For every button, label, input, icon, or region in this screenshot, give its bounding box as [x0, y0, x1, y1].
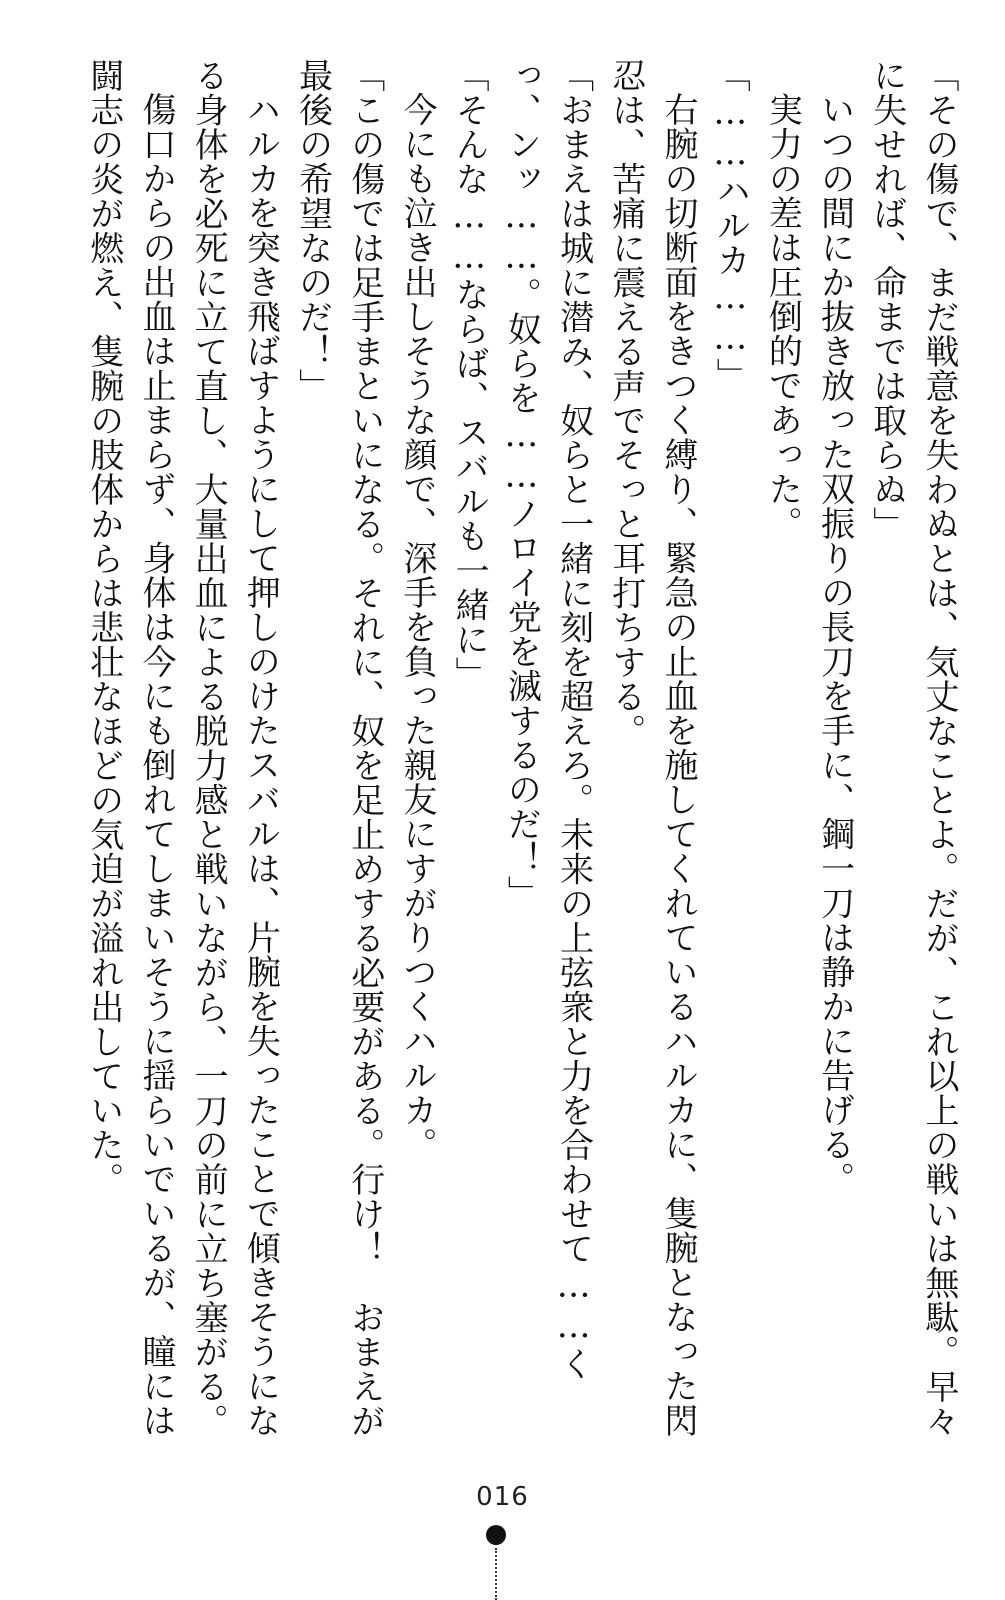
dialogue-line: 「そんな……ならば、スバルも一緒に」 [449, 58, 490, 691]
page-marker-dot [486, 1525, 506, 1545]
dialogue-line: 「おまえは城に潜み、奴らと一緒に刻を超えろ。未来の上弦衆と力を合わせて……くっ、ンッ……。奴らを……ノロイ党を滅するのだ！」 [501, 58, 594, 1381]
narration-paragraph: 傷口からの出血は止まらず、身体は今にも倒れてしまいそうに揺らいでいるが、瞳には闘志の炎が燃え、隻腕の肢体からは悲壮なほどの気迫が溢れ出していた。 [83, 58, 176, 1438]
narration-paragraph: いつの間にか抜き放った双振りの長刀を手に、鋼一刀は静かに告げる。 [814, 92, 855, 1196]
dialogue-line: 「……ハルカ……」 [710, 58, 751, 393]
narration-paragraph: ハルカを突き飛ばすようにして押しのけたスバルは、片腕を失ったことで傾きそうになる身体を必死に立て直し、大量出血による脱力感と戦いながら、一刀の前に立ち塞がる。 [188, 58, 281, 1438]
dialogue-line: 「その傷で、まだ戦意を失わぬとは、気丈なことよ。だが、これ以上の戦いは無駄。早々に失せれば、命までは取らぬ」 [866, 58, 959, 1438]
dialogue-line: 「この傷では足手まといになる。それに、奴を足止めする必要がある。行け！ おまえが最後の希望なのだ！」 [292, 58, 385, 1438]
narration-paragraph: 右腕の切断面をきつく縛り、緊急の止血を施してくれているハルカに、隻腕となった閃忍は、苦痛に震える声でそっと耳打ちする。 [605, 58, 698, 1438]
page-marker-dotted-line [495, 1548, 497, 1600]
narration-paragraph: 実力の差は圧倒的であった。 [762, 92, 803, 541]
narration-paragraph: 今にも泣き出しそうな顔で、深手を負った親友にすがりつくハルカ。 [396, 92, 437, 1162]
page-number: 016 [476, 1482, 529, 1512]
novel-text-block [40, 58, 965, 1438]
